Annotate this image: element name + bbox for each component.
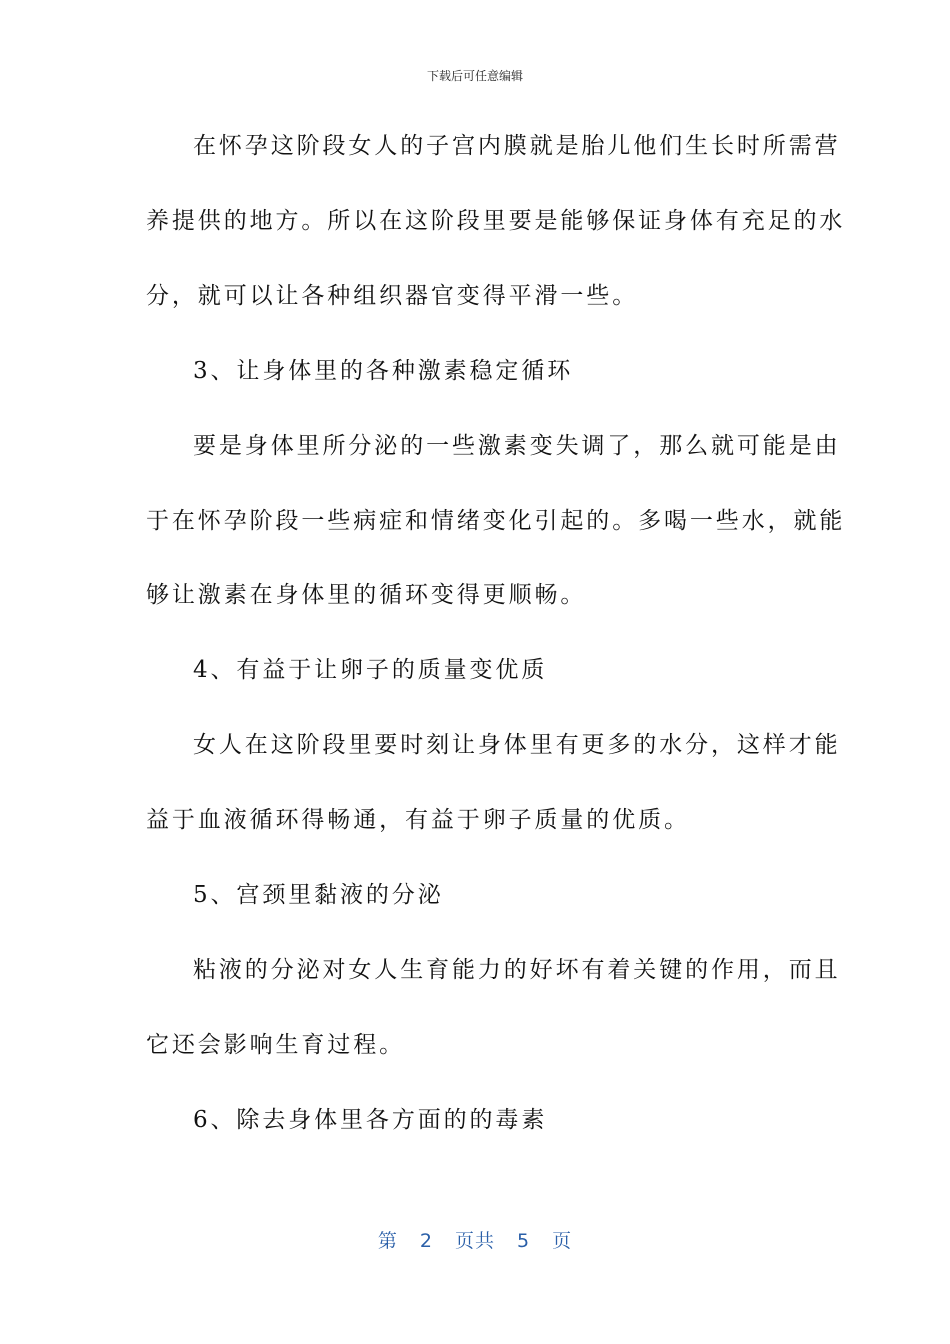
body-line: 益于血液循环得畅通，有益于卵子质量的优质。 [146,807,690,833]
body-line: 够让激素在身体里的循环变得更顺畅。 [146,582,587,608]
current-page-number: 2 [419,1230,433,1252]
page-label-mid: 页共 [454,1230,495,1252]
page-number-footer [0,1226,950,1253]
body-line: 于在怀孕阶段一些病症和情绪变化引起的。多喝一些水，就能 [146,508,846,534]
body-line: 女人在这阶段里要时刻让身体里有更多的水分，这样才能 [193,732,841,758]
body-line: 分，就可以让各种组织器官变得平滑一些。 [146,283,639,309]
page-label-prefix: 第 [377,1230,398,1252]
body-line: 养提供的地方。所以在这阶段里要是能够保证身体有充足的水 [146,208,846,234]
section-heading: 3、让身体里的各种激素稳定循环 [193,358,574,384]
page-label-suffix: 页 [552,1230,573,1252]
section-heading: 4、有益于让卵子的质量变优质 [193,657,548,683]
total-pages-number: 5 [517,1230,531,1252]
header-note: 下载后可任意编辑 [426,69,523,83]
body-line: 在怀孕这阶段女人的子宫内膜就是胎儿他们生长时所需营 [193,133,841,159]
body-line: 要是身体里所分泌的一些激素变失调了，那么就可能是由 [193,433,841,459]
body-line: 粘液的分泌对女人生育能力的好坏有着关键的作用，而且 [193,957,841,983]
section-heading: 5、宫颈里黏液的分泌 [193,882,444,908]
section-heading: 6、除去身体里各方面的的毒素 [193,1107,548,1133]
body-line: 它还会影响生育过程。 [146,1032,405,1058]
